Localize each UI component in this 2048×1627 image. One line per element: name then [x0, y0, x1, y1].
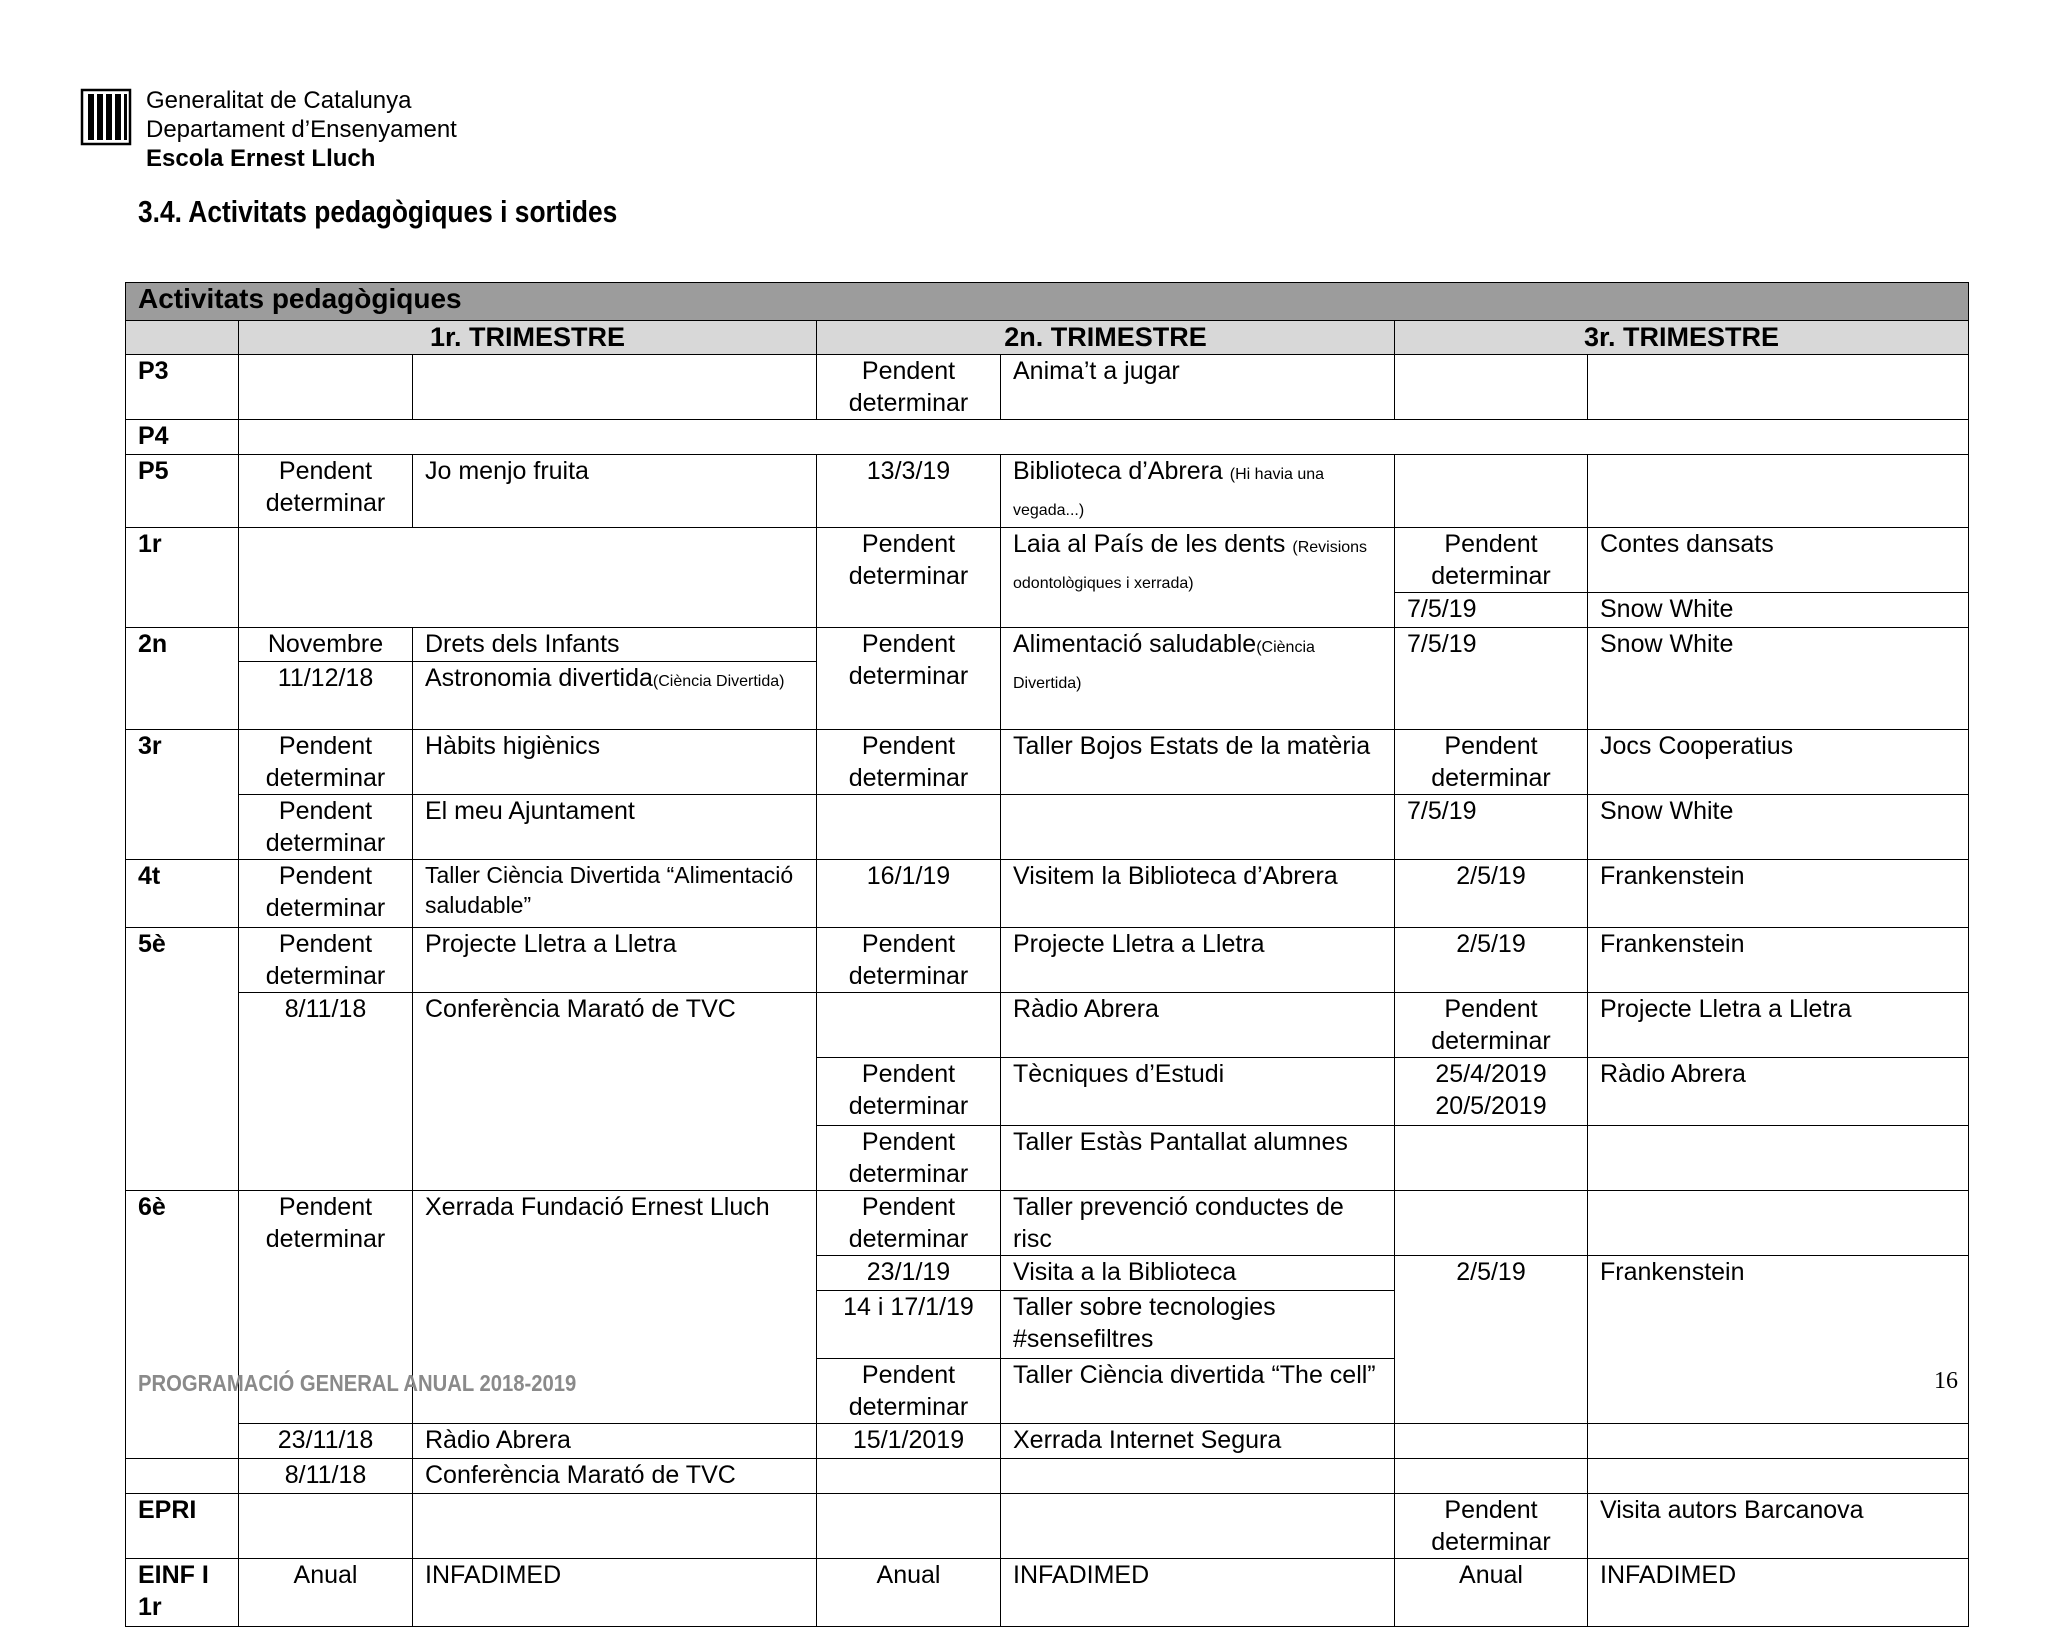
table-row — [126, 1424, 1969, 1459]
level-p5: P5 — [126, 455, 239, 528]
cell-date: Pendent determinar — [1395, 993, 1588, 1058]
cell-date: Pendent determinar — [239, 860, 413, 928]
trimester-header-row — [126, 321, 1969, 355]
cell-date: Pendent determinar — [1395, 1494, 1588, 1559]
level-3r: 3r — [126, 730, 239, 860]
generalitat-logo-icon — [80, 88, 132, 146]
cell-activity: Jo menjo fruita — [413, 455, 817, 528]
cell-activity: Projecte Lletra a Lletra — [1588, 993, 1969, 1058]
table-row — [126, 628, 1969, 662]
cell-activity: INFADIMED — [413, 1559, 817, 1627]
cell-empty — [1395, 1459, 1588, 1494]
cell-activity: Ràdio Abrera — [1001, 993, 1395, 1058]
cell-activity: Xerrada Fundació Ernest Lluch — [413, 1191, 817, 1424]
cell-activity: Visitem la Biblioteca d’Abrera — [1001, 860, 1395, 928]
cell-date: Pendent determinar — [817, 1058, 1001, 1126]
cell-date: Anual — [817, 1559, 1001, 1627]
cell-activity: Taller Ciència divertida “The cell” — [1001, 1359, 1395, 1424]
cell-empty — [239, 1494, 413, 1559]
cell-date: Pendent determinar — [239, 455, 413, 528]
level-p3: P3 — [126, 355, 239, 420]
cell-date: 23/1/19 — [817, 1256, 1001, 1291]
cell-date: Pendent determinar — [1395, 528, 1588, 593]
cell-date: 7/5/19 — [1395, 593, 1588, 628]
table-row — [126, 1459, 1969, 1494]
cell-empty — [817, 1494, 1001, 1559]
department-name: Departament d’Ensenyament — [146, 116, 457, 143]
activity-note: (Revisions odontològiques i xerrada) — [1013, 539, 1368, 592]
cell-activity: Visita autors Barcanova — [1588, 1494, 1969, 1559]
cell-date: 23/11/18 — [239, 1424, 413, 1459]
cell-empty — [1395, 1126, 1588, 1191]
cell-date: Pendent determinar — [239, 1191, 413, 1424]
level-einf-line1: EINF I — [138, 1561, 209, 1589]
table-row — [126, 928, 1969, 993]
table-row — [126, 1191, 1969, 1256]
cell-date: 2/5/19 — [1395, 1256, 1588, 1424]
school-name: Escola Ernest Lluch — [146, 145, 376, 172]
cell-activity: Taller prevenció conductes de risc — [1001, 1191, 1395, 1256]
cell-activity: INFADIMED — [1001, 1559, 1395, 1627]
cell-activity: Drets dels Infants — [413, 628, 817, 662]
cell-activity: Conferència Marató de TVC — [413, 1459, 817, 1494]
activity-note: (Ciència Divertida) — [1013, 639, 1315, 692]
cell-date: 8/11/18 — [239, 1459, 413, 1494]
cell-activity: Anima’t a jugar — [1001, 355, 1395, 420]
cell-empty — [413, 1494, 817, 1559]
table-row — [126, 860, 1969, 928]
cell-empty — [1001, 1494, 1395, 1559]
cell-date: 7/5/19 — [1395, 628, 1588, 730]
activity-note: (Hi havia una vegada...) — [1013, 466, 1325, 519]
cell-empty — [1588, 1126, 1969, 1191]
table-row — [126, 420, 1969, 455]
cell-empty — [1001, 795, 1395, 860]
table-row — [126, 993, 1969, 1058]
trimester-3-header: 3r. TRIMESTRE — [1395, 321, 1969, 355]
organization-block — [146, 86, 457, 173]
cell-date: 15/1/2019 — [817, 1424, 1001, 1459]
cell-date: Pendent determinar — [817, 1126, 1001, 1191]
level-6e: 6è — [126, 1191, 239, 1459]
cell-empty — [239, 420, 1969, 455]
cell-activity: Jocs Cooperatius — [1588, 730, 1969, 795]
cell-date: Pendent determinar — [239, 795, 413, 860]
table-row — [126, 730, 1969, 795]
cell-activity: Frankenstein — [1588, 860, 1969, 928]
cell-activity: Snow White — [1588, 628, 1969, 730]
cell-activity: Visita a la Biblioteca — [1001, 1256, 1395, 1291]
level-epri: EPRI — [126, 1494, 239, 1559]
cell-date: Pendent determinar — [239, 928, 413, 993]
cell-empty — [1395, 455, 1588, 528]
cell-empty — [1588, 355, 1969, 420]
cell-activity: Xerrada Internet Segura — [1001, 1424, 1395, 1459]
cell-activity: Snow White — [1588, 795, 1969, 860]
activity-name: Laia al País de les dents — [1013, 530, 1286, 558]
activity-note: (Ciència Divertida) — [652, 673, 785, 690]
level-1r: 1r — [126, 528, 239, 628]
cell-activity: Snow White — [1588, 593, 1969, 628]
cell-activity: Taller Estàs Pantallat alumnes — [1001, 1126, 1395, 1191]
cell-activity — [1001, 455, 1395, 528]
cell-empty — [817, 993, 1001, 1058]
cell-activity: Ràdio Abrera — [413, 1424, 817, 1459]
cell-activity: Taller Bojos Estats de la matèria — [1001, 730, 1395, 795]
cell-empty — [1588, 1191, 1969, 1256]
cell-date: Pendent determinar — [817, 928, 1001, 993]
cell-activity — [1001, 528, 1395, 628]
header-corner — [126, 321, 239, 355]
cell-date: Pendent determinar — [817, 355, 1001, 420]
cell-date: Pendent determinar — [817, 730, 1001, 795]
cell-date: 11/12/18 — [239, 662, 413, 730]
activities-table — [125, 282, 1969, 1627]
activity-name: Biblioteca d’Abrera — [1013, 457, 1223, 485]
cell-date: Pendent determinar — [817, 528, 1001, 628]
cell-activity: El meu Ajuntament — [413, 795, 817, 860]
cell-empty — [817, 1459, 1001, 1494]
cell-empty — [1395, 1191, 1588, 1256]
cell-empty — [1588, 455, 1969, 528]
cell-activity: Taller Ciència Divertida “Alimentació saludable” — [413, 860, 817, 928]
cell-activity: Frankenstein — [1588, 1256, 1969, 1424]
level-2n: 2n — [126, 628, 239, 730]
cell-date: Pendent determinar — [817, 628, 1001, 730]
cell-activity: Conferència Marató de TVC — [413, 993, 817, 1191]
cell-date: 7/5/19 — [1395, 795, 1588, 860]
cell-empty — [1588, 1459, 1969, 1494]
table-row — [126, 1559, 1969, 1627]
cell-date: Pendent determinar — [1395, 730, 1588, 795]
page-number: 16 — [1934, 1368, 1958, 1394]
cell-empty — [126, 1459, 239, 1494]
activity-name: Alimentació saludable — [1013, 630, 1257, 658]
cell-activity: Contes dansats — [1588, 528, 1969, 593]
cell-activity: Hàbits higiènics — [413, 730, 817, 795]
org-name: Generalitat de Catalunya — [146, 87, 412, 114]
cell-activity: Tècniques d’Estudi — [1001, 1058, 1395, 1126]
cell-date: Pendent determinar — [817, 1359, 1001, 1424]
cell-date: 16/1/19 — [817, 860, 1001, 928]
table-row — [126, 795, 1969, 860]
cell-empty — [817, 795, 1001, 860]
footer-title: PROGRAMACIÓ GENERAL ANUAL 2018-2019 — [138, 1370, 577, 1396]
cell-date: 14 i 17/1/19 — [817, 1291, 1001, 1359]
cell-date: Anual — [239, 1559, 413, 1627]
cell-empty — [1395, 1424, 1588, 1459]
level-4t: 4t — [126, 860, 239, 928]
cell-activity: Frankenstein — [1588, 928, 1969, 993]
table-row — [126, 1494, 1969, 1559]
cell-empty — [1001, 1459, 1395, 1494]
table-banner: Activitats pedagògiques — [126, 283, 1969, 321]
cell-empty — [1588, 1424, 1969, 1459]
level-5e: 5è — [126, 928, 239, 1191]
cell-date: Novembre — [239, 628, 413, 662]
cell-activity: Ràdio Abrera — [1588, 1058, 1969, 1126]
cell-date: Anual — [1395, 1559, 1588, 1627]
cell-date: 2/5/19 — [1395, 928, 1588, 993]
level-einf-line2: 1r — [138, 1593, 162, 1621]
cell-date: 13/3/19 — [817, 455, 1001, 528]
level-einf — [126, 1559, 239, 1627]
cell-empty — [1395, 355, 1588, 420]
cell-empty — [239, 528, 817, 628]
cell-date — [1395, 1058, 1588, 1126]
cell-date: 8/11/18 — [239, 993, 413, 1191]
cell-date: Pendent determinar — [817, 1191, 1001, 1256]
section-title: 3.4. Activitats pedagògiques i sortides — [138, 194, 618, 229]
cell-activity — [413, 662, 817, 730]
cell-activity: Projecte Lletra a Lletra — [413, 928, 817, 993]
table-row — [126, 355, 1969, 420]
date-line: 25/4/2019 — [1435, 1060, 1547, 1088]
cell-date: 2/5/19 — [1395, 860, 1588, 928]
table-row — [126, 455, 1969, 528]
activity-name: Astronomia divertida — [425, 664, 653, 692]
cell-empty — [239, 355, 413, 420]
trimester-2-header: 2n. TRIMESTRE — [817, 321, 1395, 355]
level-p4: P4 — [126, 420, 239, 455]
cell-activity: INFADIMED — [1588, 1559, 1969, 1627]
date-line: 20/5/2019 — [1435, 1092, 1547, 1120]
table-banner-row — [126, 283, 1969, 321]
trimester-1-header: 1r. TRIMESTRE — [239, 321, 817, 355]
cell-activity: Taller sobre tecnologies #sensefiltres — [1001, 1291, 1395, 1359]
cell-activity — [1001, 628, 1395, 730]
cell-empty — [413, 355, 817, 420]
table-row — [126, 528, 1969, 593]
cell-date: Pendent determinar — [239, 730, 413, 795]
cell-activity: Projecte Lletra a Lletra — [1001, 928, 1395, 993]
